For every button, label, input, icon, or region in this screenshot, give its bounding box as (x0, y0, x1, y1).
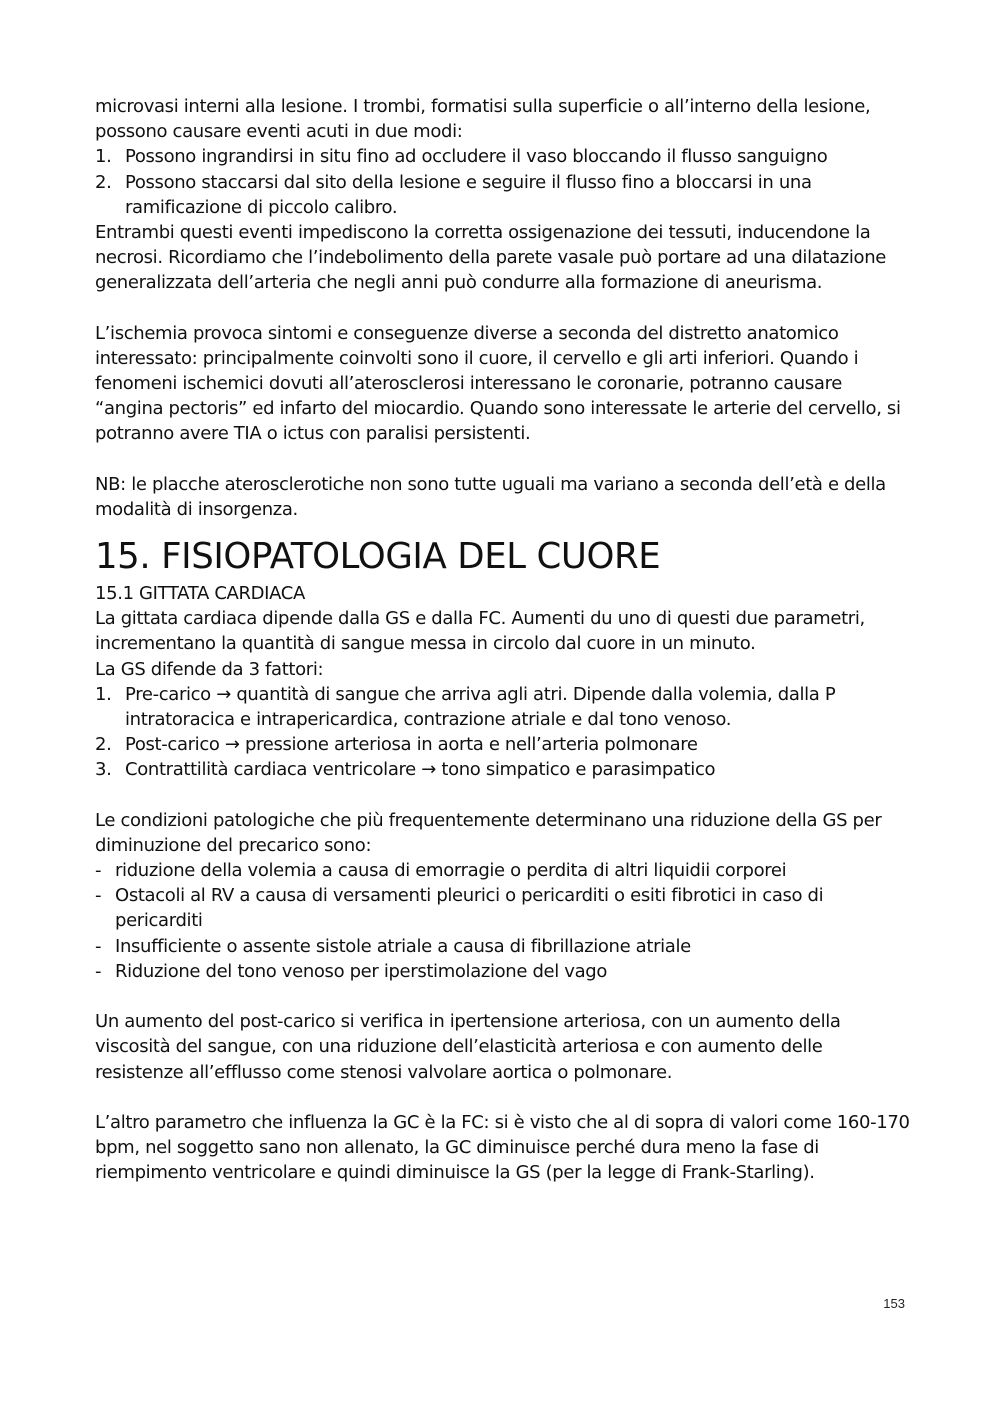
list-text: Contrattilità cardiaca ventricolare → tono simpatico e parasimpatico (125, 759, 716, 781)
paragraph-nb: NB: le placche aterosclerotiche non sono tutte uguali ma variano a seconda dell’età e della modalità di insorgenza. (95, 473, 886, 520)
list-item (95, 170, 910, 220)
list-item (95, 682, 910, 732)
intro-list (95, 144, 910, 220)
list-text: riduzione della volemia a causa di emorragie o perdita di altri liquidii corporei (115, 860, 787, 882)
list-number: 1. (95, 146, 112, 168)
list-text: Possono staccarsi dal sito della lesione e seguire il flusso fino a bloccarsi in una ramificazione di piccolo calibro. (125, 171, 812, 218)
factors-list (95, 682, 910, 783)
paragraph-ischemia: L’ischemia provoca sintomi e conseguenze diverse a seconda del distretto anatomico interessato: principalmente coinvolti sono il cuore, il cervello e gli arti inferiori. Quando i fenomeni ischemici dovuti all’aterosclerosi interessano le coronarie, potranno causare “angina pectoris” ed infarto del miocardio. Quando sono interessate le arterie del cervello, si potranno avere TIA o ictus con paralisi persistenti. (95, 322, 901, 445)
section-heading: 15. FISIOPATOLOGIA DEL CUORE (95, 536, 661, 578)
list-text: Ostacoli al RV a causa di versamenti pleurici o pericarditi o esiti fibrotici in caso di pericarditi (115, 885, 824, 932)
list-item (95, 732, 910, 757)
paragraph-postcarico: Un aumento del post-carico si verifica in ipertensione arteriosa, con un aumento della viscosità del sangue, con una riduzione dell’elasticità arteriosa e con aumento delle resistenze all’efflusso come stenosi valvolare aortica o polmonare. (95, 1011, 841, 1083)
list-text: Pre-carico → quantità di sangue che arriva agli atri. Dipende dalla volemia, dalla P intratoracica e intrapericardica, contrazione atriale e dal tono venoso. (125, 683, 836, 731)
list-item (95, 858, 910, 883)
list-dash: - (95, 960, 102, 982)
paragraph-gittata: La gittata cardiaca dipende dalla GS e dalla FC. Aumenti du uno di questi due parametri, incrementano la quantità di sangue messa in circolo dal cuore in un minuto. (95, 608, 865, 655)
list-number: 1. (95, 683, 112, 705)
list-number: 2. (95, 734, 112, 756)
list-item (95, 934, 910, 959)
list-text: Insufficiente o assente sistole atriale a causa di fibrillazione atriale (115, 935, 691, 957)
list-item (95, 757, 910, 782)
page-content (95, 94, 910, 1185)
page-number: 153 (883, 1296, 905, 1311)
intro-paragraph: microvasi interni alla lesione. I trombi, formatisi sulla superficie o all’interno della lesione, possono causare eventi acuti in due modi: (95, 96, 871, 143)
list-number: 3. (95, 759, 112, 781)
precarico-list (95, 858, 910, 984)
paragraph-necrosis: Entrambi questi eventi impediscono la corretta ossigenazione dei tessuti, inducendone la necrosi. Ricordiamo che l’indebolimento della parete vasale può portare ad una dilatazione generalizzata dell’arteria che negli anni può condurre alla formazione di aneurisma. (95, 222, 886, 294)
list-text: Possono ingrandirsi in situ fino ad occludere il vaso bloccando il flusso sanguigno (125, 146, 828, 168)
subsection-heading: 15.1 GITTATA CARDIACA (95, 583, 305, 605)
paragraph-fc: L’altro parametro che influenza la GC è la FC: si è visto che al di sopra di valori come 160-170 bpm, nel soggetto sano non allenato, la GC diminuisce perché dura meno la fase di riempimento ventricolare e quindi diminuisce la GS (per la legge di Frank-Starling). (95, 1111, 910, 1184)
list-text: Riduzione del tono venoso per iperstimolazione del vago (115, 960, 608, 982)
list-dash: - (95, 935, 102, 957)
list-text: Post-carico → pressione arteriosa in aorta e nell’arteria polmonare (125, 734, 698, 756)
paragraph-gs-factors: La GS difende da 3 fattori: (95, 658, 324, 680)
list-dash: - (95, 860, 102, 882)
paragraph-precarico: Le condizioni patologiche che più frequentemente determinano una riduzione della GS per diminuzione del precarico sono: (95, 809, 882, 856)
list-item (95, 959, 910, 984)
list-item (95, 144, 910, 169)
list-number: 2. (95, 171, 112, 193)
list-item (95, 883, 910, 933)
list-dash: - (95, 885, 102, 907)
